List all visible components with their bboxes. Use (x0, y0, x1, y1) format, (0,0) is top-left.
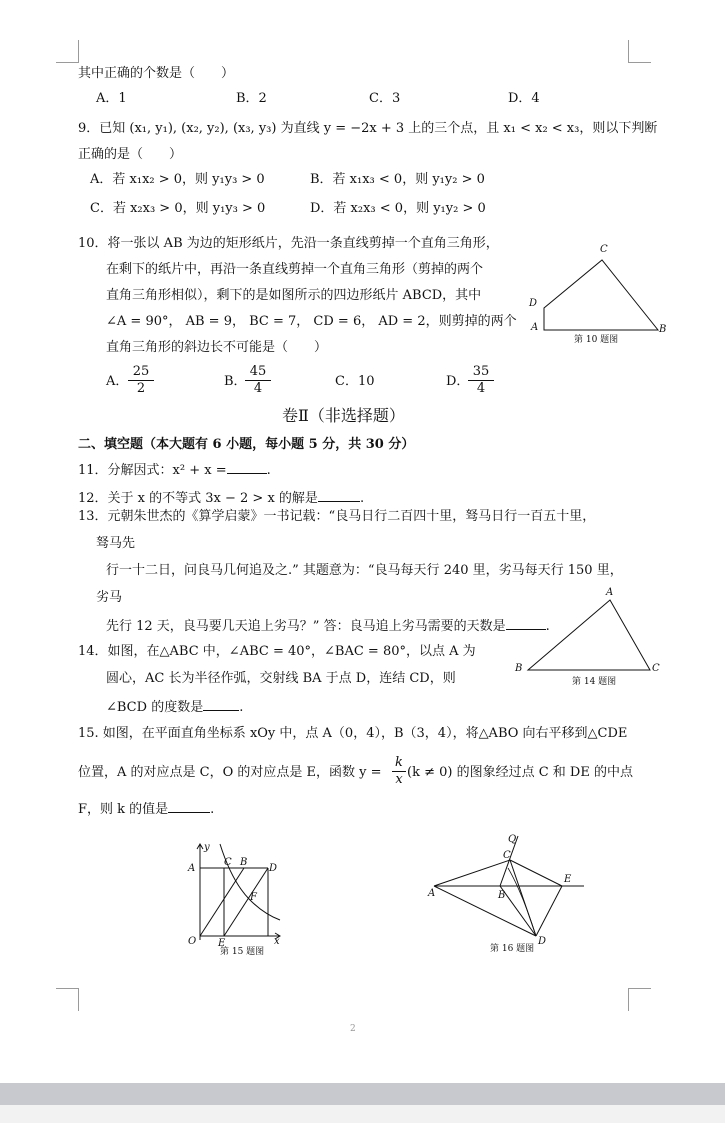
q10-option-a-numerator: 25 (128, 364, 154, 381)
q14-line3-text: ∠BCD 的度数是 (106, 700, 204, 715)
q14-end: . (239, 700, 244, 715)
q10-option-b-label: B． (224, 374, 247, 389)
q10-line3: 直角三角形相似），剩下的是如图所示的四边形纸片 ABCD，其中 (106, 288, 482, 303)
q13-line5-text: 先行 12 天，良马要几天追上劣马？” 答：良马追上劣马需要的天数是 (106, 619, 506, 634)
q10-option-a-fraction (128, 364, 154, 397)
fig10-label-b: B (659, 324, 667, 335)
viewer-page-gap (0, 1083, 725, 1105)
q12-answer-blank[interactable] (318, 489, 360, 502)
q10-option-b-denominator: 4 (253, 381, 263, 396)
q12-end: . (359, 491, 365, 506)
q9-stem-line2: 正确的是（ ） (78, 147, 183, 162)
q10-option-b-numerator: 45 (245, 364, 271, 381)
fig16-caption: 第 16 题图 (490, 944, 535, 954)
q14-answer-blank[interactable] (203, 698, 239, 711)
fig10-label-c: C (600, 244, 608, 255)
crop-mark-bottom-left (56, 988, 79, 1011)
q10-option-a-denominator: 2 (136, 381, 146, 396)
fig15-label-a: A (188, 863, 196, 874)
q10-option-a-label: A． (106, 374, 129, 389)
q15-fraction-denominator: x (395, 772, 403, 787)
figure-15-coordinate-plot (180, 840, 290, 948)
fig14-label-c: C (652, 663, 660, 674)
figure-10-quadrilateral (520, 238, 670, 348)
fig16-label-e: E (564, 874, 572, 885)
fig15-label-c: C (224, 857, 232, 868)
q9-option-b: B．若 x₁x₃ < 0，则 y₁y₂ > 0 (310, 172, 485, 187)
q8-option-d: D．4 (508, 91, 540, 106)
q14-line1: 14．如图，在△ABC 中，∠ABC = 40°，∠BAC = 80°，以点 A 为 (78, 644, 476, 659)
fig15-label-e: E (218, 938, 226, 948)
q15-line1: 15. 如图，在平面直角坐标系 xOy 中，点 A（0，4），B（3，4），将△ABO 向右平移到△CDE (78, 726, 628, 741)
fig10-label-d: D (529, 298, 538, 309)
q11-text: 11．分解因式：x² + x = (78, 463, 227, 478)
crop-mark-bottom-right (628, 988, 651, 1011)
fig14-label-a: A (606, 587, 614, 598)
q10-option-b-fraction (245, 364, 271, 397)
q8-option-b: B．2 (236, 91, 267, 106)
fig15-label-d: D (269, 863, 278, 874)
fig10-label-a: A (531, 322, 539, 333)
fig14-label-b: B (515, 663, 523, 674)
fig16-label-c: C (503, 850, 511, 861)
fig15-label-o: O (188, 936, 197, 947)
viewer-background (0, 1105, 725, 1123)
section-2-title: 卷Ⅱ（非选择题） (282, 406, 405, 425)
q15-line3 (78, 800, 214, 818)
fig15-label-b: B (240, 857, 248, 868)
q13-line5 (106, 617, 550, 635)
q9-option-c: C．若 x₂x₃ > 0，则 y₁y₃ > 0 (90, 201, 266, 216)
q10-option-d-denominator: 4 (476, 381, 486, 396)
fig15-caption: 第 15 题图 (220, 947, 265, 957)
figure-16-geometry (424, 832, 594, 946)
q11-end: . (266, 463, 271, 478)
section-2-heading: 二、填空题（本大题有 6 小题，每小题 5 分，共 30 分） (78, 437, 415, 452)
page-number: 2 (350, 1024, 356, 1034)
q10-line1: 10．将一张以 AB 为边的矩形纸片，先沿一条直线剪掉一个直角三角形， (78, 236, 499, 251)
q13-line3: 行一十二日，问良马几何追及之.” 其题意为：“良马每天行 240 里，劣马每天行 150 里， (106, 563, 623, 578)
q10-option-d-label: D． (446, 374, 470, 389)
q11-answer-blank[interactable] (227, 461, 267, 474)
fig16-label-d: D (538, 936, 547, 946)
q13-line2: 驽马先 (96, 536, 136, 551)
q11 (78, 461, 271, 479)
fig16-label-b: B (498, 890, 506, 901)
q8-stem: 其中正确的个数是（ ） (78, 66, 235, 81)
fig16-label-q: Q (508, 834, 517, 845)
q13-line4: 劣马 (96, 590, 123, 605)
q12-text: 12．关于 x 的不等式 3x − 2 > x 的解是 (78, 491, 318, 506)
q15-line2b: (k ≠ 0) 的图象经过点 C 和 DE 的中点 (407, 765, 633, 780)
q15-fraction-numerator: k (392, 755, 406, 772)
q10-option-d-numerator: 35 (468, 364, 494, 381)
q9-option-d: D．若 x₂x₃ < 0，则 y₁y₂ > 0 (310, 201, 486, 216)
fig15-label-f: F (250, 892, 257, 903)
q14-line2: 圆心，AC 长为半径作弧，交射线 BA 于点 D，连结 CD，则 (106, 671, 456, 686)
q10-option-d-fraction (468, 364, 494, 397)
q13-end: . (545, 619, 550, 634)
q15-answer-blank[interactable] (168, 800, 210, 813)
fig15-label-x: x (274, 936, 280, 947)
q15-line3-text: F，则 k 的值是 (78, 802, 169, 817)
q10-line4: ∠A = 90°， AB = 9， BC = 7， CD = 6， AD = 2，则剪掉的两个 (106, 314, 517, 329)
crop-mark-top-left (56, 40, 79, 63)
q15-fraction (392, 755, 406, 788)
q9-stem-line1: 9．已知 (x₁, y₁), (x₂, y₂), (x₃, y₃) 为直线 y = −2x + 3 上的三个点，且 x₁ < x₂ < x₃，则以下判断 (78, 121, 658, 136)
crop-mark-top-right (628, 40, 651, 63)
fig10-caption: 第 10 题图 (574, 335, 619, 345)
q8-option-c: C．3 (369, 91, 401, 106)
q14-line3 (106, 698, 243, 716)
q13-line1: 13．元朝朱世杰的《算学启蒙》一书记载：“良马日行二百四十里，驽马日行一百五十里， (78, 509, 596, 524)
fig14-caption: 第 14 题图 (572, 677, 617, 687)
q15-end: . (210, 802, 215, 817)
q8-option-a: A．1 (96, 91, 127, 106)
fig15-label-y: y (204, 842, 210, 853)
q9-option-a: A．若 x₁x₂ > 0，则 y₁y₃ > 0 (90, 172, 265, 187)
q15-line2a: 位置，A 的对应点是 C，O 的对应点是 E，函数 y = (78, 765, 382, 780)
q10-line2: 在剩下的纸片中，再沿一条直线剪掉一个直角三角形（剪掉的两个 (106, 262, 484, 277)
fig16-label-a: A (428, 888, 436, 899)
figure-14-triangle (510, 584, 670, 676)
q10-option-c: C．10 (335, 374, 375, 389)
q12 (78, 489, 364, 507)
q10-line5: 直角三角形的斜边长不可能是（ ） (106, 340, 328, 355)
